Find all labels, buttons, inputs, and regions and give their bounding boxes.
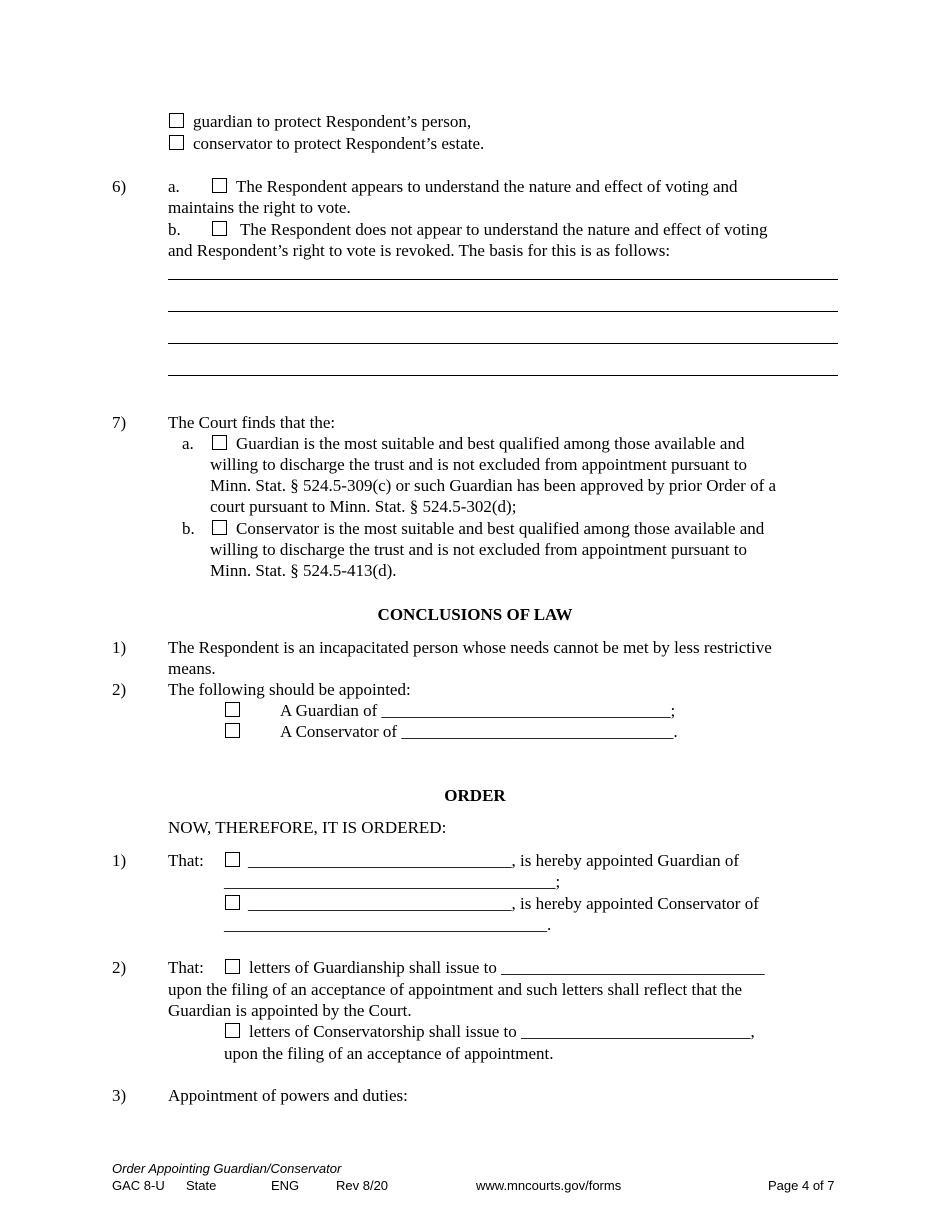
item-7b-line1: Conservator is the most suitable and best qualified among those available and xyxy=(236,519,765,538)
conclusion-1-line2: means. xyxy=(168,659,216,678)
order-2-line3: Guardian is appointed by the Court. xyxy=(168,1001,412,1020)
conclusions-heading: CONCLUSIONS OF LAW xyxy=(377,605,573,624)
appoint-guardian-text: A Guardian of __________________________________; xyxy=(280,701,676,720)
guardian-suitable-checkbox[interactable] xyxy=(212,435,227,450)
order-1-number: 1) xyxy=(112,851,127,870)
item-6b-label: b. xyxy=(168,220,181,239)
order-guardian-line1: _______________________________, is hereby appointed Guardian of xyxy=(248,851,740,870)
item-7-number: 7) xyxy=(112,413,127,432)
item-7a-line2: willing to discharge the trust and is not excluded from appointment pursuant to xyxy=(210,455,747,474)
item-7b-line2: willing to discharge the trust and is not excluded from appointment pursuant to xyxy=(210,540,747,559)
item-6a-text-line1: The Respondent appears to understand the nature and effect of voting and xyxy=(236,177,738,196)
order-guardian-checkbox[interactable] xyxy=(225,852,240,867)
footer-form-code: GAC 8-U xyxy=(112,1178,165,1193)
item-7a-label: a. xyxy=(182,434,194,453)
order-heading: ORDER xyxy=(444,786,506,805)
footer-language: ENG xyxy=(271,1178,300,1193)
item-7a-line1: Guardian is the most suitable and best qualified among those available and xyxy=(236,434,745,453)
basis-line-4[interactable] xyxy=(168,375,838,376)
voting-revoked-checkbox[interactable] xyxy=(212,221,227,236)
order-conservator-line1: _______________________________, is hereby appointed Conservator of xyxy=(248,894,759,913)
order-intro: NOW, THEREFORE, IT IS ORDERED: xyxy=(168,818,447,837)
order-conservator-line2: ______________________________________. xyxy=(224,915,552,934)
item-6b-text-line1: The Respondent does not appear to understand the nature and effect of voting xyxy=(240,220,768,239)
item-6-number: 6) xyxy=(112,177,127,196)
conclusion-2-number: 2) xyxy=(112,680,127,699)
footer-form-title: Order Appointing Guardian/Conservator xyxy=(112,1161,342,1176)
item-7b-line3: Minn. Stat. § 524.5-413(d). xyxy=(210,561,397,580)
item-7a-line3: Minn. Stat. § 524.5-309(c) or such Guardian has been approved by prior Order of a xyxy=(210,476,777,495)
basis-line-2[interactable] xyxy=(168,311,838,312)
basis-line-3[interactable] xyxy=(168,343,838,344)
appoint-conservator-checkbox[interactable] xyxy=(225,723,240,738)
order-2-line5: upon the filing of an acceptance of appointment. xyxy=(224,1044,554,1063)
appoint-conservator-text: A Conservator of ________________________________. xyxy=(280,722,678,741)
letters-guardianship-checkbox[interactable] xyxy=(225,959,240,974)
order-1-that: That: xyxy=(168,851,204,870)
footer-jurisdiction: State xyxy=(186,1178,217,1193)
item-7a-line4: court pursuant to Minn. Stat. § 524.5-302(d); xyxy=(210,497,517,516)
letters-conservatorship-checkbox[interactable] xyxy=(225,1023,240,1038)
order-3-number: 3) xyxy=(112,1086,127,1105)
item-7-intro: The Court finds that the: xyxy=(168,413,336,432)
guardian-person-checkbox[interactable] xyxy=(169,113,184,128)
footer-website[interactable]: www.mncourts.gov/forms xyxy=(476,1178,622,1193)
guardian-person-label: guardian to protect Respondent’s person, xyxy=(193,112,472,131)
order-3-text: Appointment of powers and duties: xyxy=(168,1086,408,1105)
footer-revision: Rev 8/20 xyxy=(336,1178,389,1193)
item-7b-label: b. xyxy=(182,519,195,538)
order-2-line2: upon the filing of an acceptance of appointment and such letters shall reflect that the xyxy=(168,980,743,999)
conclusion-1-number: 1) xyxy=(112,638,127,657)
footer-page-number: Page 4 of 7 xyxy=(768,1178,835,1193)
order-guardian-line2: _______________________________________; xyxy=(224,872,561,891)
order-2-line4: letters of Conservatorship shall issue to ___________________________, xyxy=(249,1022,755,1041)
basis-line-1[interactable] xyxy=(168,279,838,280)
item-6a-label: a. xyxy=(168,177,180,196)
order-2-number: 2) xyxy=(112,958,127,977)
appoint-guardian-checkbox[interactable] xyxy=(225,702,240,717)
conclusion-2-intro: The following should be appointed: xyxy=(168,680,411,699)
order-2-that: That: xyxy=(168,958,204,977)
conservator-suitable-checkbox[interactable] xyxy=(212,520,227,535)
conservator-estate-checkbox[interactable] xyxy=(169,135,184,150)
item-6a-text-line2: maintains the right to vote. xyxy=(168,198,351,217)
voting-retained-checkbox[interactable] xyxy=(212,178,227,193)
order-2-line1: letters of Guardianship shall issue to _______________________________ xyxy=(249,958,765,977)
order-conservator-checkbox[interactable] xyxy=(225,895,240,910)
conservator-estate-label: conservator to protect Respondent’s estate. xyxy=(193,134,485,153)
item-6b-text-line2: and Respondent’s right to vote is revoked. The basis for this is as follows: xyxy=(168,241,671,260)
conclusion-1-line1: The Respondent is an incapacitated person whose needs cannot be met by less restrictive xyxy=(168,638,772,657)
